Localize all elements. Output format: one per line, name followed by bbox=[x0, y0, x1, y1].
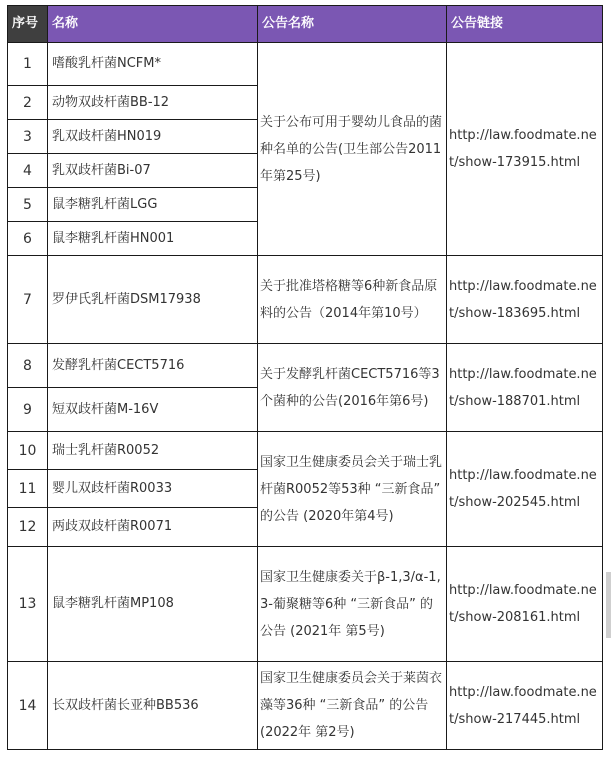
probiotic-notice-table-container bbox=[7, 5, 603, 750]
notice-link[interactable]: http://law.foodmate.net/show-208161.html bbox=[447, 547, 603, 662]
row-index: 11 bbox=[8, 470, 48, 508]
notice-link[interactable]: http://law.foodmate.net/show-188701.html bbox=[447, 344, 603, 432]
row-index: 4 bbox=[8, 154, 48, 188]
header-name: 名称 bbox=[48, 6, 258, 43]
strain-name: 长双歧杆菌长亚种BB536 bbox=[48, 662, 258, 750]
strain-name: 两歧双歧杆菌R0071 bbox=[48, 508, 258, 547]
row-index: 1 bbox=[8, 43, 48, 86]
row-index: 9 bbox=[8, 388, 48, 432]
strain-name: 乳双歧杆菌HN019 bbox=[48, 120, 258, 154]
table-header-row bbox=[8, 6, 603, 43]
row-index: 7 bbox=[8, 256, 48, 344]
row-index: 13 bbox=[8, 547, 48, 662]
strain-name: 乳双歧杆菌Bi-07 bbox=[48, 154, 258, 188]
notice-link[interactable]: http://law.foodmate.net/show-183695.html bbox=[447, 256, 603, 344]
table-row bbox=[8, 256, 603, 344]
notice-title: 国家卫生健康委员会关于瑞士乳杆菌R0052等53种 “三新食品” 的公告 (2020年第4号) bbox=[258, 432, 447, 547]
strain-name: 罗伊氏乳杆菌DSM17938 bbox=[48, 256, 258, 344]
row-index: 14 bbox=[8, 662, 48, 750]
notice-link[interactable]: http://law.foodmate.net/show-202545.html bbox=[447, 432, 603, 547]
strain-name: 鼠李糖乳杆菌HN001 bbox=[48, 222, 258, 256]
row-index: 12 bbox=[8, 508, 48, 547]
notice-title: 国家卫生健康委关于β-1,3/α-1,3-葡聚糖等6种 “三新食品” 的公告 (2021年 第5号) bbox=[258, 547, 447, 662]
strain-name: 短双歧杆菌M-16V bbox=[48, 388, 258, 432]
notice-link[interactable]: http://law.foodmate.net/show-173915.html bbox=[447, 43, 603, 256]
notice-title: 国家卫生健康委员会关于莱茵衣藻等36种 “三新食品” 的公告 (2022年 第2号) bbox=[258, 662, 447, 750]
row-index: 3 bbox=[8, 120, 48, 154]
notice-title: 关于批准塔格糖等6种新食品原料的公告（2014年第10号） bbox=[258, 256, 447, 344]
row-index: 8 bbox=[8, 344, 48, 388]
table-row bbox=[8, 432, 603, 470]
row-index: 2 bbox=[8, 86, 48, 120]
notice-link[interactable]: http://law.foodmate.net/show-217445.html bbox=[447, 662, 603, 750]
table-row bbox=[8, 547, 603, 662]
strain-name: 鼠李糖乳杆菌MP108 bbox=[48, 547, 258, 662]
vertical-scrollbar-thumb[interactable] bbox=[606, 572, 611, 638]
table-row bbox=[8, 344, 603, 388]
table-row bbox=[8, 662, 603, 750]
probiotic-notice-table bbox=[7, 5, 603, 750]
strain-name: 嗜酸乳杆菌NCFM* bbox=[48, 43, 258, 86]
strain-name: 鼠李糖乳杆菌LGG bbox=[48, 188, 258, 222]
header-link: 公告链接 bbox=[447, 6, 603, 43]
notice-title: 关于公布可用于婴幼儿食品的菌种名单的公告(卫生部公告2011年第25号) bbox=[258, 43, 447, 256]
strain-name: 婴儿双歧杆菌R0033 bbox=[48, 470, 258, 508]
row-index: 6 bbox=[8, 222, 48, 256]
table-row bbox=[8, 43, 603, 86]
strain-name: 动物双歧杆菌BB-12 bbox=[48, 86, 258, 120]
notice-title: 关于发酵乳杆菌CECT5716等3个菌种的公告(2016年第6号) bbox=[258, 344, 447, 432]
strain-name: 瑞士乳杆菌R0052 bbox=[48, 432, 258, 470]
row-index: 5 bbox=[8, 188, 48, 222]
strain-name: 发酵乳杆菌CECT5716 bbox=[48, 344, 258, 388]
header-index: 序号 bbox=[8, 6, 48, 43]
row-index: 10 bbox=[8, 432, 48, 470]
header-notice: 公告名称 bbox=[258, 6, 447, 43]
